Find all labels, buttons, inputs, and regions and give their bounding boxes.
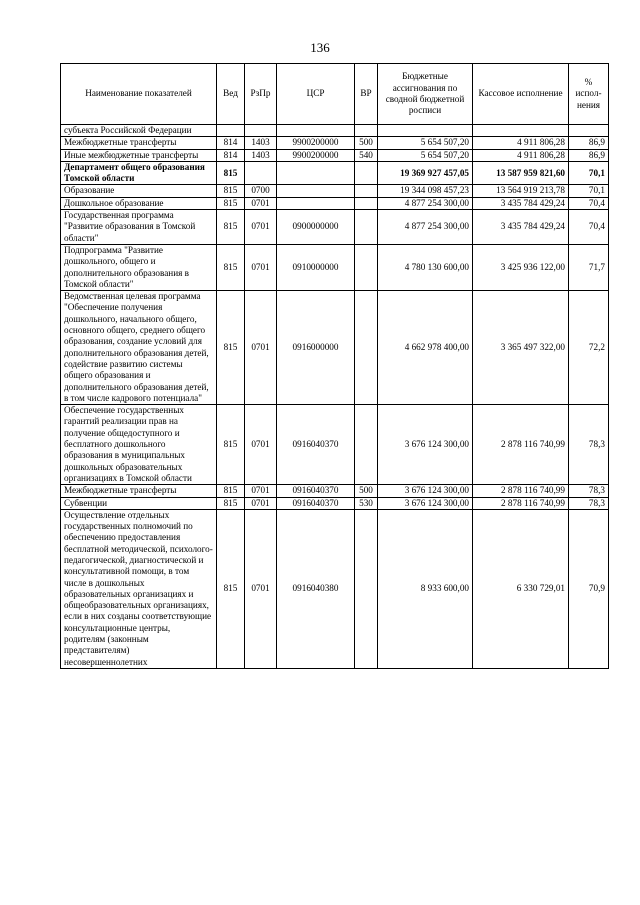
cell-rzpr: 0701: [245, 291, 277, 405]
cell-rzpr: [245, 161, 277, 185]
cell-rzpr: [245, 125, 277, 137]
cell-csr: [277, 197, 355, 209]
cell-name: Дошкольное образование: [61, 197, 217, 209]
cell-name: Межбюджетные трансферты: [61, 137, 217, 149]
cell-ved: 815: [217, 185, 245, 197]
cell-name: Образование: [61, 185, 217, 197]
header-name: Наименование показателей: [61, 64, 217, 125]
cell-percent: 70,1: [569, 185, 609, 197]
cell-budget: 4 780 130 600,00: [378, 244, 473, 290]
cell-name: Субвенции: [61, 497, 217, 509]
cell-name: Ведомственная целевая программа "Обеспечение получения дошкольного, начального общего, основного общего, среднего общего образования, создание условий для дополнительного образования детей, содействие развитию системы общего образования и дополнительного образования детей, в том числе кадрового потенциала": [61, 291, 217, 405]
header-budget: Бюджетные ассигнования по сводной бюджетной росписи: [378, 64, 473, 125]
cell-ved: 815: [217, 509, 245, 668]
cell-percent: 78,3: [569, 497, 609, 509]
cell-rzpr: 0701: [245, 405, 277, 485]
cell-ved: 815: [217, 291, 245, 405]
table-row: [61, 125, 609, 137]
cell-cash: 2 878 116 740,99: [473, 405, 569, 485]
table-row: [61, 485, 609, 497]
cell-ved: 815: [217, 197, 245, 209]
cell-cash: 3 435 784 429,24: [473, 197, 569, 209]
cell-vr: [355, 244, 378, 290]
header-percent: % испол-нения: [569, 64, 609, 125]
cell-rzpr: 0701: [245, 485, 277, 497]
cell-ved: 815: [217, 210, 245, 245]
table-row: [61, 149, 609, 161]
cell-csr: 0916040370: [277, 485, 355, 497]
cell-csr: 0916040370: [277, 405, 355, 485]
cell-budget: 4 877 254 300,00: [378, 197, 473, 209]
cell-budget: 3 676 124 300,00: [378, 497, 473, 509]
cell-percent: 78,3: [569, 405, 609, 485]
cell-rzpr: 0701: [245, 509, 277, 668]
cell-rzpr: 0701: [245, 244, 277, 290]
table-row: [61, 137, 609, 149]
cell-budget: 5 654 507,20: [378, 149, 473, 161]
cell-rzpr: 0701: [245, 197, 277, 209]
cell-vr: [355, 509, 378, 668]
cell-name: Иные межбюджетные трансферты: [61, 149, 217, 161]
cell-ved: 814: [217, 137, 245, 149]
cell-budget: 8 933 600,00: [378, 509, 473, 668]
cell-csr: 0910000000: [277, 244, 355, 290]
cell-budget: 4 662 978 400,00: [378, 291, 473, 405]
cell-csr: [277, 161, 355, 185]
cell-percent: 70,4: [569, 210, 609, 245]
cell-ved: 815: [217, 485, 245, 497]
cell-percent: [569, 125, 609, 137]
cell-rzpr: 1403: [245, 137, 277, 149]
header-csr: ЦСР: [277, 64, 355, 125]
cell-vr: [355, 197, 378, 209]
cell-cash: 2 878 116 740,99: [473, 497, 569, 509]
cell-percent: 70,4: [569, 197, 609, 209]
cell-vr: [355, 405, 378, 485]
cell-budget: 4 877 254 300,00: [378, 210, 473, 245]
cell-name: Подпрограмма "Развитие дошкольного, общего и дополнительного образования в Томской области": [61, 244, 217, 290]
cell-budget: [378, 125, 473, 137]
cell-budget: 5 654 507,20: [378, 137, 473, 149]
cell-ved: 815: [217, 405, 245, 485]
cell-vr: 540: [355, 149, 378, 161]
cell-rzpr: 0701: [245, 210, 277, 245]
cell-name: Департамент общего образования Томской области: [61, 161, 217, 185]
cell-name: Межбюджетные трансферты: [61, 485, 217, 497]
cell-cash: 3 435 784 429,24: [473, 210, 569, 245]
table-row: [61, 497, 609, 509]
cell-budget: 19 369 927 457,05: [378, 161, 473, 185]
cell-ved: 815: [217, 497, 245, 509]
table-row: [61, 509, 609, 668]
cell-percent: 86,9: [569, 137, 609, 149]
cell-name: Государственная программа "Развитие образования в Томской области": [61, 210, 217, 245]
header-cash: Кассовое исполнение: [473, 64, 569, 125]
table-row: [61, 291, 609, 405]
cell-name: Обеспечение государственных гарантий реализации прав на получение общедоступного и бесплатного дошкольного образования в муниципальных дошкольных образовательных организациях в Томской области: [61, 405, 217, 485]
cell-rzpr: 0701: [245, 497, 277, 509]
table-row: [61, 185, 609, 197]
cell-name: Осуществление отдельных государственных полномочий по обеспечению предоставления бесплатной методической, психолого-педагогической, диагностической и консультативной помощи, в том числе в дошкольных образовательных организациях и общеобразовательных организациях, если в них созданы соответствующие консультационные центры, родителям (законным представителям) несовершеннолетних: [61, 509, 217, 668]
table-row: [61, 405, 609, 485]
cell-budget: 3 676 124 300,00: [378, 485, 473, 497]
table-row-department: [61, 161, 609, 185]
cell-csr: 0916040380: [277, 509, 355, 668]
cell-cash: [473, 125, 569, 137]
cell-vr: 500: [355, 485, 378, 497]
cell-vr: [355, 161, 378, 185]
cell-name: субъекта Российской Федерации: [61, 125, 217, 137]
cell-csr: 9900200000: [277, 149, 355, 161]
cell-percent: 71,7: [569, 244, 609, 290]
table-row: [61, 244, 609, 290]
budget-execution-table: [60, 63, 609, 669]
cell-rzpr: 1403: [245, 149, 277, 161]
cell-vr: 500: [355, 137, 378, 149]
cell-vr: [355, 210, 378, 245]
cell-cash: 13 564 919 213,78: [473, 185, 569, 197]
cell-ved: 814: [217, 149, 245, 161]
header-rzpr: РзПр: [245, 64, 277, 125]
cell-csr: 0900000000: [277, 210, 355, 245]
cell-cash: 4 911 806,28: [473, 137, 569, 149]
cell-cash: 3 425 936 122,00: [473, 244, 569, 290]
cell-csr: 0916000000: [277, 291, 355, 405]
cell-cash: 6 330 729,01: [473, 509, 569, 668]
cell-percent: 86,9: [569, 149, 609, 161]
cell-csr: 0916040370: [277, 497, 355, 509]
cell-vr: [355, 125, 378, 137]
header-vr: ВР: [355, 64, 378, 125]
cell-ved: 815: [217, 244, 245, 290]
table-header-row: [61, 64, 609, 125]
cell-percent: 70,9: [569, 509, 609, 668]
cell-vr: [355, 185, 378, 197]
cell-rzpr: 0700: [245, 185, 277, 197]
cell-ved: [217, 125, 245, 137]
table-row: [61, 197, 609, 209]
page-number: 136: [310, 40, 330, 55]
cell-cash: 3 365 497 322,00: [473, 291, 569, 405]
cell-percent: 70,1: [569, 161, 609, 185]
cell-vr: 530: [355, 497, 378, 509]
cell-percent: 72,2: [569, 291, 609, 405]
cell-budget: 3 676 124 300,00: [378, 405, 473, 485]
cell-vr: [355, 291, 378, 405]
cell-budget: 19 344 098 457,23: [378, 185, 473, 197]
cell-percent: 78,3: [569, 485, 609, 497]
cell-cash: 13 587 959 821,60: [473, 161, 569, 185]
cell-csr: 9900200000: [277, 137, 355, 149]
cell-ved: 815: [217, 161, 245, 185]
cell-csr: [277, 125, 355, 137]
cell-csr: [277, 185, 355, 197]
header-ved: Вед: [217, 64, 245, 125]
cell-cash: 4 911 806,28: [473, 149, 569, 161]
cell-cash: 2 878 116 740,99: [473, 485, 569, 497]
table-row: [61, 210, 609, 245]
